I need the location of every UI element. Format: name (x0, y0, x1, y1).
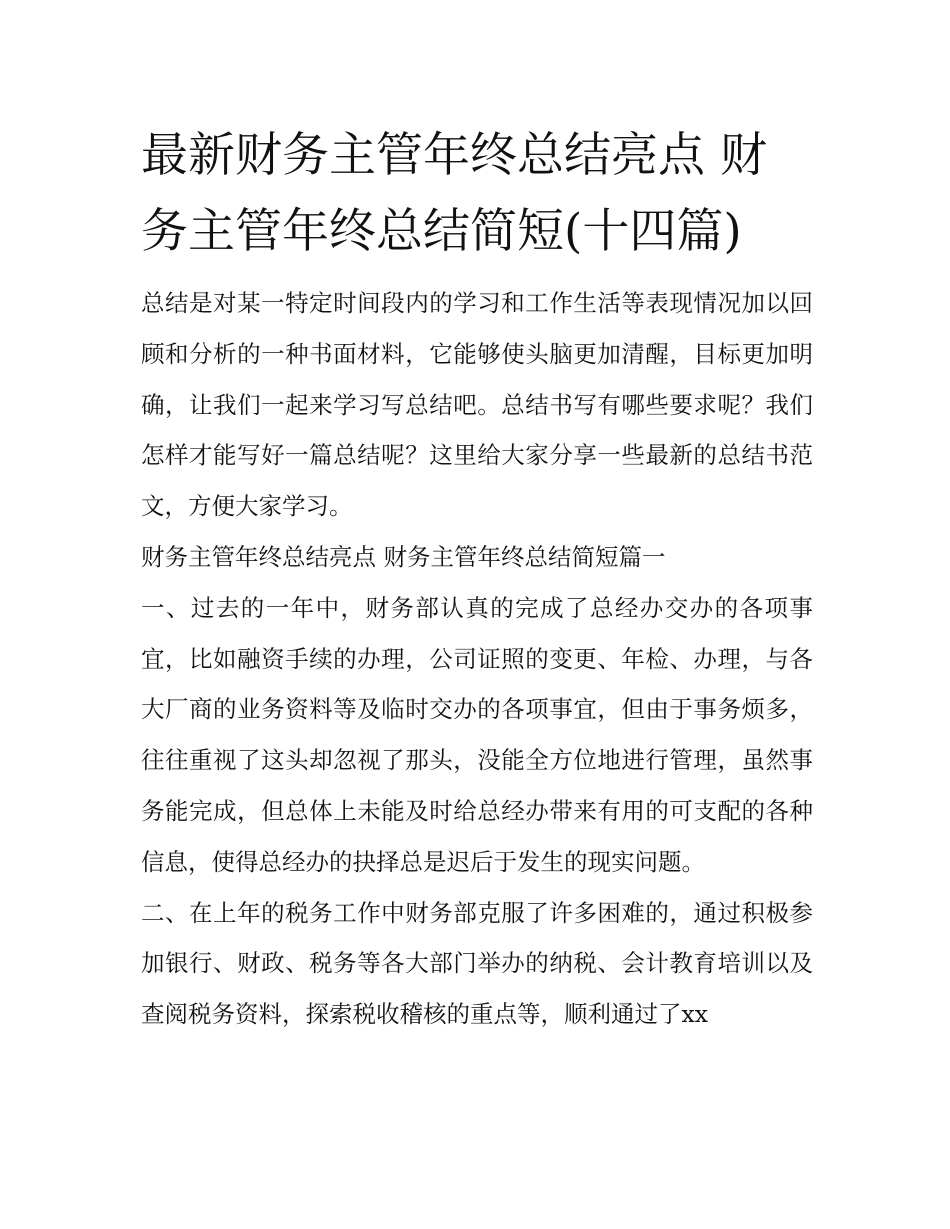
document-title: 最新财务主管年终总结亮点 财务主管年终总结简短(十四篇) (141, 128, 767, 259)
section-heading: 财务主管年终总结亮点 财务主管年终总结简短篇一 (141, 542, 666, 571)
intro-paragraph: 总结是对某一特定时间段内的学习和工作生活等表现情况加以回顾和分析的一种书面材料，它能够使头脑更加清醒，目标更加明确，让我们一起来学习写总结吧。总结书写有哪些要求呢？我们怎样才能写好一篇总结呢？这里给大家分享一些最新的总结书范文，方便大家学习。 (141, 289, 813, 521)
document-content (141, 118, 813, 1040)
paragraph-one: 一、过去的一年中，财务部认真的完成了总经办交办的各项事宜，比如融资手续的办理，公司证照的变更、年检、办理，与各大厂商的业务资料等及临时交办的各项事宜，但由于事务烦多，往往重视了这头却忽视了那头，没能全方位地进行管理，虽然事务能完成，但总体上未能及时给总经办带来有用的可支配的各种信息，使得总经办的抉择总是迟后于发生的现实问题。 (141, 593, 813, 876)
paragraph-two: 二、在上年的税务工作中财务部克服了许多困难的，通过积极参加银行、财政、税务等各大部门举办的纳税、会计教育培训以及查阅税务资料，探索税收稽核的重点等，顺利通过了xx (141, 898, 813, 1029)
document-body (141, 278, 813, 1040)
